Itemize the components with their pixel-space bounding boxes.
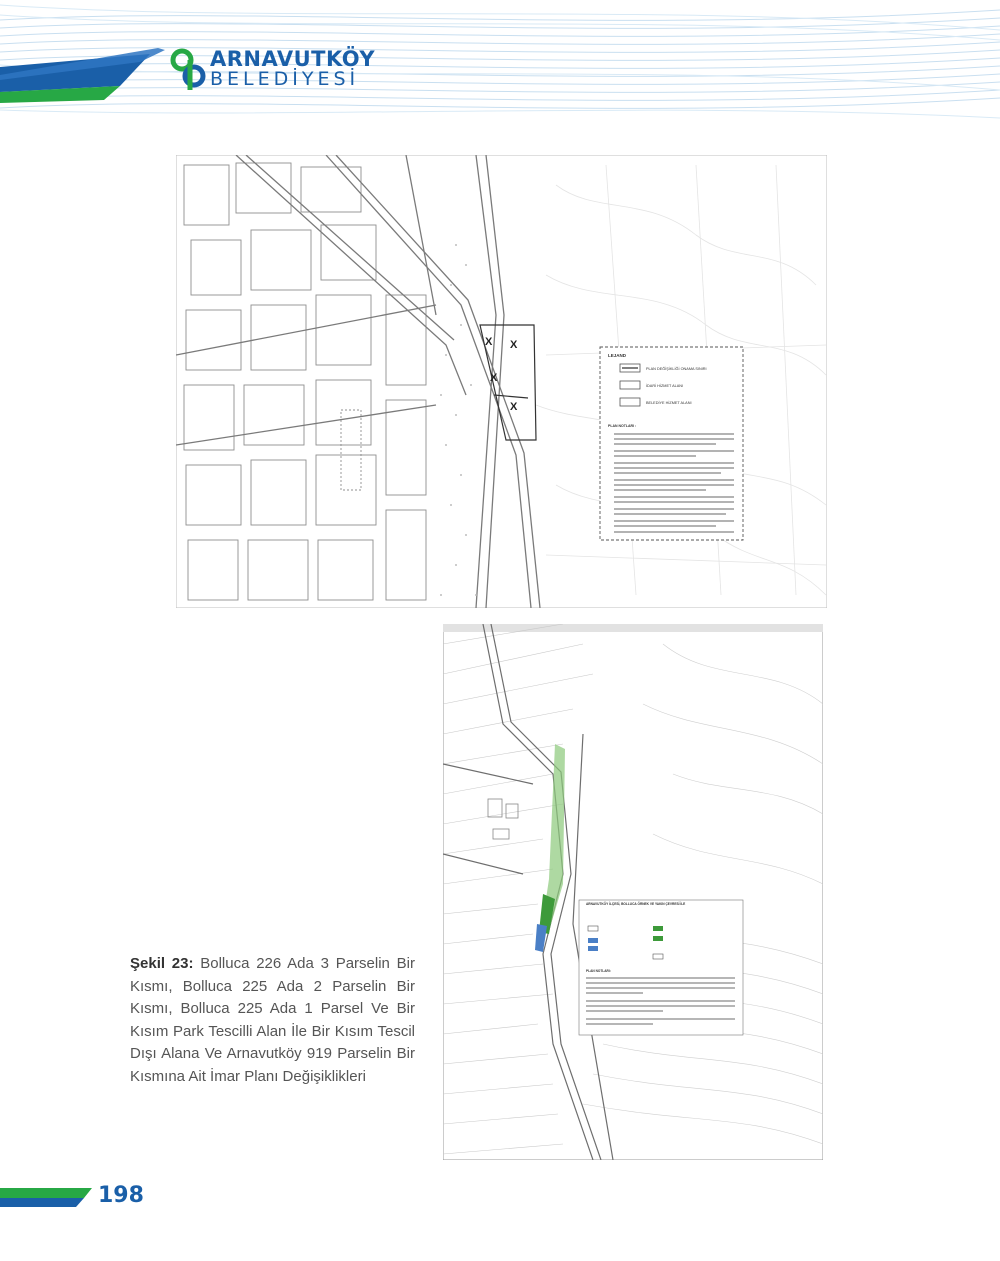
brand-name: ARNAVUTKÖY xyxy=(210,47,376,71)
map2-legend-title: ARNAVUTKÖY İLÇESİ, BOLLUCA ÖRNEK VE YAKIN ÇEVRESİ İLE xyxy=(586,902,686,906)
svg-text:X: X xyxy=(510,339,518,351)
svg-text:X: X xyxy=(485,336,493,348)
svg-text:X: X xyxy=(510,401,518,413)
page-header xyxy=(0,0,1000,125)
map1-legend-item-1: PLAN DEĞİŞİKLİĞİ ONAMA SINIRI xyxy=(646,367,707,371)
svg-text:X: X xyxy=(490,372,498,384)
figure-caption xyxy=(130,953,415,1088)
map1-legend-item-3: BELEDİYE HİZMET ALANI xyxy=(646,401,692,405)
figure-description: Bolluca 226 Ada 3 Parselin Bir Kısmı, Bolluca 225 Ada 2 Parselin Bir Kısmı, Bolluca 225 Ada 1 Parsel Ve Bir Kısım Park Tescilli Alan İle Bir Kısım Tescil Dışı Alana Ve Arnavutköy 919 Parselin Bir Kısmına Ait İmar Planı Değişiklikleri xyxy=(130,955,415,1085)
page-number: 198 xyxy=(98,1183,144,1208)
map2-notes-title: PLAN NOTLARI: xyxy=(586,969,611,973)
map1-legend-item-2: İDARİ HİZMET ALANI xyxy=(646,384,684,388)
brand-subtitle: BELEDİYESİ xyxy=(210,68,360,90)
map1-notes-title: PLAN NOTLARI : xyxy=(608,424,637,428)
header-wave-decoration xyxy=(0,0,1000,125)
figure-label: Şekil 23: xyxy=(130,955,194,972)
footer-stripe xyxy=(0,1185,100,1210)
zoning-map-1 xyxy=(176,155,827,608)
logo-mark-icon xyxy=(170,46,208,96)
map1-legend-title: LEJAND xyxy=(608,353,627,358)
zoning-map-2 xyxy=(443,624,823,1160)
